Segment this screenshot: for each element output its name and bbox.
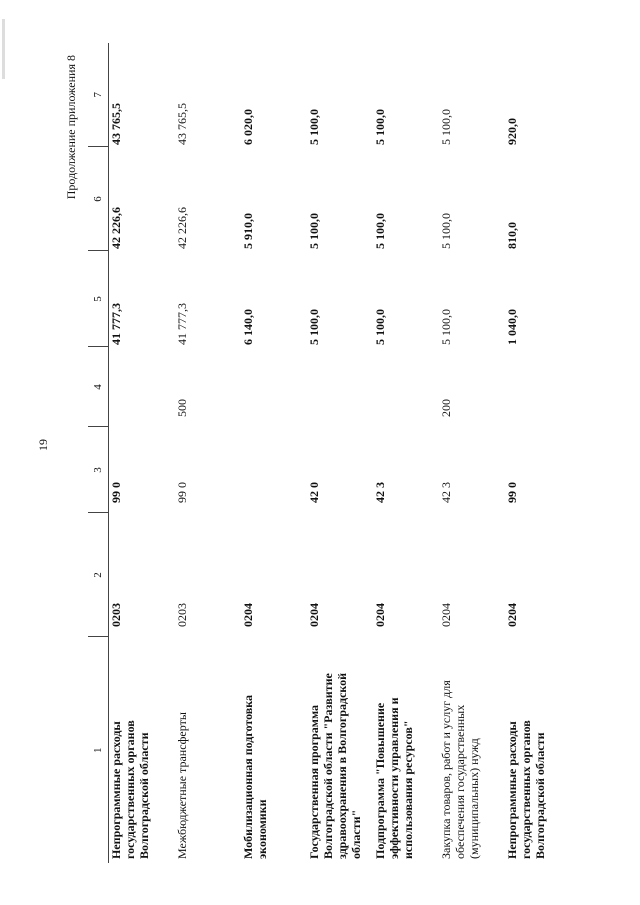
expense-type-code: 500 [175,399,189,417]
table-body [109,43,572,863]
row-name: Межбюджетные трансферты [175,712,189,859]
section-code: 0204 [505,603,519,627]
table-row [373,43,439,863]
expense-type-code [373,347,439,427]
amount-col6: 5 100,0 [439,213,453,249]
section-code: 0204 [373,603,387,627]
row-name: Непрограммные расходы государственных органов Волгоградской области [505,720,547,859]
amount-col7: 43 765,5 [109,103,123,145]
amount-col6: 5 910,0 [241,213,255,249]
section-code: 0204 [439,603,453,627]
target-code: 99 0 [175,482,189,503]
section-code: 0203 [109,603,123,627]
column-header: 6 [88,147,109,251]
amount-col5: 5 100,0 [439,309,453,345]
expense-type-code [505,347,571,427]
table-row [307,43,373,863]
amount-col6: 5 100,0 [307,213,321,249]
section-code: 0204 [307,603,321,627]
table-row [109,43,176,863]
expense-type-code [307,347,373,427]
amount-col5: 41 777,3 [175,303,189,345]
row-name: Закупка товаров, работ и услуг для обеспечения государственных (муниципальных) нужд [439,680,481,859]
amount-col6: 42 226,6 [175,207,189,249]
amount-col5: 5 100,0 [373,309,387,345]
amount-col7: 5 100,0 [439,109,453,145]
section-code: 0204 [241,603,255,627]
expense-type-code [241,347,307,427]
expense-type-code [109,347,176,427]
target-code: 99 0 [109,482,123,503]
row-name: Государственная программа Волгоградской области "Развитие здравоохранения в Волгоградской области" [307,672,363,859]
table-row [439,43,505,863]
amount-col5: 5 100,0 [307,309,321,345]
column-header: 2 [88,513,109,637]
table-row [175,43,241,863]
top-edge-mark [2,19,5,79]
appendix-continuation-label: Продолжение приложения 8 [64,55,78,200]
column-header: 3 [88,427,109,513]
amount-col5: 41 777,3 [109,303,123,345]
amount-col5: 6 140,0 [241,309,255,345]
amount-col6: 42 226,6 [109,207,123,249]
target-code: 42 3 [439,482,453,503]
column-header: 5 [88,251,109,347]
amount-col6: 810,0 [505,222,519,249]
target-code: 42 0 [307,482,321,503]
amount-col7: 5 100,0 [373,109,387,145]
table-row [505,43,571,863]
page-number: 19 [36,439,50,451]
row-name: Подпрограмма "Повышение эффективности управления и использования ресурсов" [373,697,415,859]
table-header [88,43,109,863]
amount-col6: 5 100,0 [373,213,387,249]
column-header: 7 [88,43,109,147]
amount-col7: 5 100,0 [307,109,321,145]
table-row [241,43,307,863]
row-name: Непрограммные расходы государственных органов Волгоградской области [109,720,151,859]
amount-col7: 6 020,0 [241,109,255,145]
amount-col5: 1 040,0 [505,309,519,345]
amount-col7: 920,0 [505,118,519,145]
row-name: Мобилизационная подготовка экономики [241,695,269,859]
target-code: 42 3 [373,482,387,503]
target-code: 99 0 [505,482,519,503]
section-code: 0203 [175,603,189,627]
column-header: 1 [88,637,109,863]
target-code [241,427,307,513]
amount-col7: 43 765,5 [175,103,189,145]
budget-table [88,43,571,863]
expense-type-code: 200 [439,399,453,417]
column-header: 4 [88,347,109,427]
